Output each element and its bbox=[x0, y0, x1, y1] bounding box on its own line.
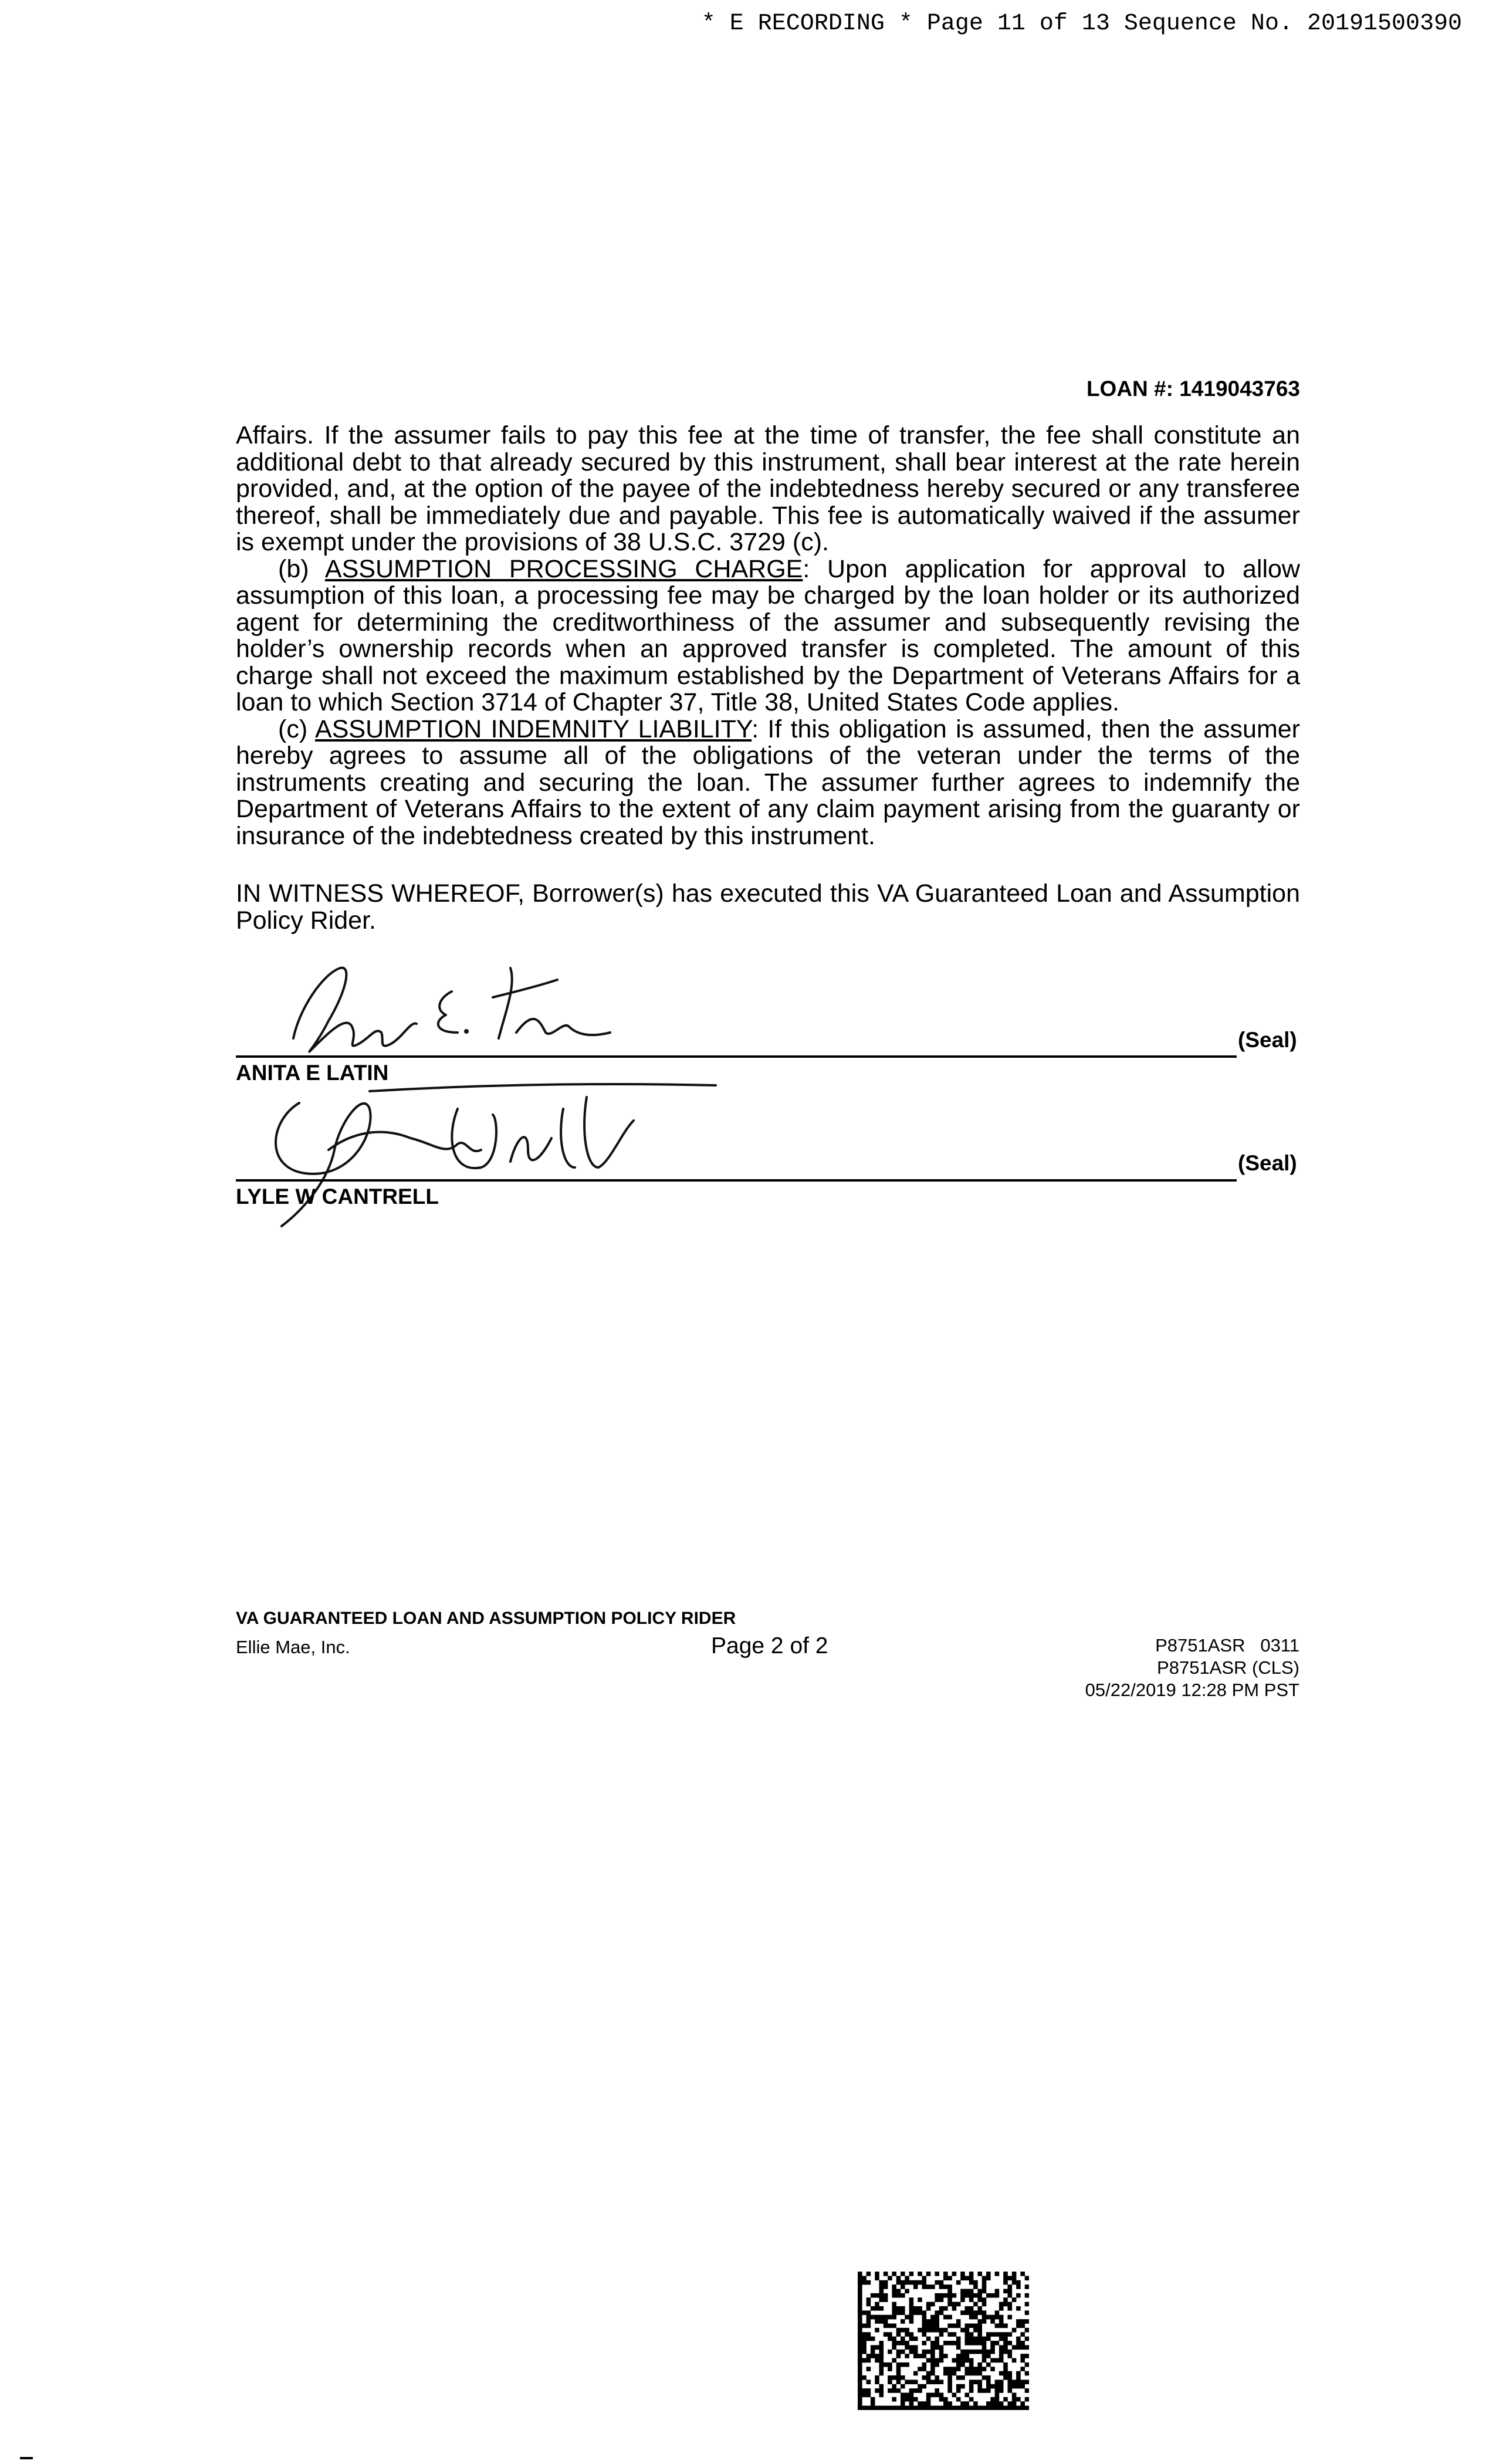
paragraph-c-text: : If this obligation is assumed, then the assumer hereby agrees to assume all of the obligations of the veteran under the terms of the instruments creating and securing the loan. The assumer further agrees to indemnify the Department of Veterans Affairs to the extent of any claim payment arising from the guaranty or insurance of the indebtedness created by this instrument. bbox=[236, 715, 1300, 850]
margin-mark bbox=[20, 2457, 33, 2459]
signer-name: LYLE W CANTRELL bbox=[236, 1184, 439, 1209]
page-number: Page 2 of 2 bbox=[711, 1633, 828, 1659]
rider-body bbox=[236, 422, 1300, 849]
paragraph-c-prefix: (c) bbox=[278, 715, 316, 743]
loan-label: LOAN #: bbox=[1086, 377, 1173, 401]
recording-stamp: * E RECORDING * Page 11 of 13 Sequence No. 20191500390 bbox=[701, 11, 1462, 37]
loan-number-header bbox=[909, 377, 1300, 401]
paragraph-c-heading: ASSUMPTION INDEMNITY LIABILITY bbox=[315, 715, 752, 743]
form-title: VA GUARANTEED LOAN AND ASSUMPTION POLICY RIDER bbox=[236, 1609, 736, 1628]
datamatrix-barcode-icon bbox=[858, 2272, 1029, 2410]
seal-label: (Seal) bbox=[1238, 1151, 1297, 1175]
signature-lyle-cantrell bbox=[235, 1074, 733, 1238]
paragraph-a-continuation: Affairs. If the assumer fails to pay this fee at the time of transfer, the fee shall constitute an additional debt to that already secured by this instrument, shall bear interest at the rate herein provided, and, at the option of the payee of the indebtedness hereby secured or any transferee thereof, shall be immediately due and payable. This fee is automatically waived if the assumer is exempt under the provisions of 38 U.S.C. 3729 (c). bbox=[236, 421, 1300, 556]
print-timestamp: 05/22/2019 12:28 PM PST bbox=[1085, 1680, 1299, 1700]
paragraph-b-prefix: (b) bbox=[278, 554, 325, 583]
signature-line bbox=[236, 1179, 1237, 1182]
form-codes bbox=[997, 1634, 1299, 1701]
form-code-1: P8751ASR 0311 bbox=[1155, 1635, 1299, 1656]
loan-number: 1419043763 bbox=[1179, 377, 1300, 401]
seal-label: (Seal) bbox=[1238, 1028, 1297, 1052]
signer-name: ANITA E LATIN bbox=[236, 1061, 389, 1085]
paragraph-b-heading: ASSUMPTION PROCESSING CHARGE bbox=[324, 554, 803, 583]
signature-line bbox=[236, 1055, 1237, 1058]
paragraph-b-text: : Upon application for approval to allow assumption of this loan, a processing fee may be charged by the loan holder or its authorized agent for determining the creditworthiness of the assumer and subsequently revising the holder’s ownership records when an approved transfer is completed. The amount of this charge shall not exceed the maximum established by the Department of Veterans Affairs for a loan to which Section 3714 of Chapter 37, Title 38, United States Code applies. bbox=[236, 554, 1300, 716]
form-code-2: P8751ASR (CLS) bbox=[1157, 1657, 1299, 1678]
paragraph-b bbox=[236, 556, 1300, 716]
company-name: Ellie Mae, Inc. bbox=[236, 1637, 350, 1657]
paragraph-c bbox=[236, 716, 1300, 850]
witness-clause: IN WITNESS WHEREOF, Borrower(s) has executed this VA Guaranteed Loan and Assumption Policy Rider. bbox=[236, 879, 1300, 935]
